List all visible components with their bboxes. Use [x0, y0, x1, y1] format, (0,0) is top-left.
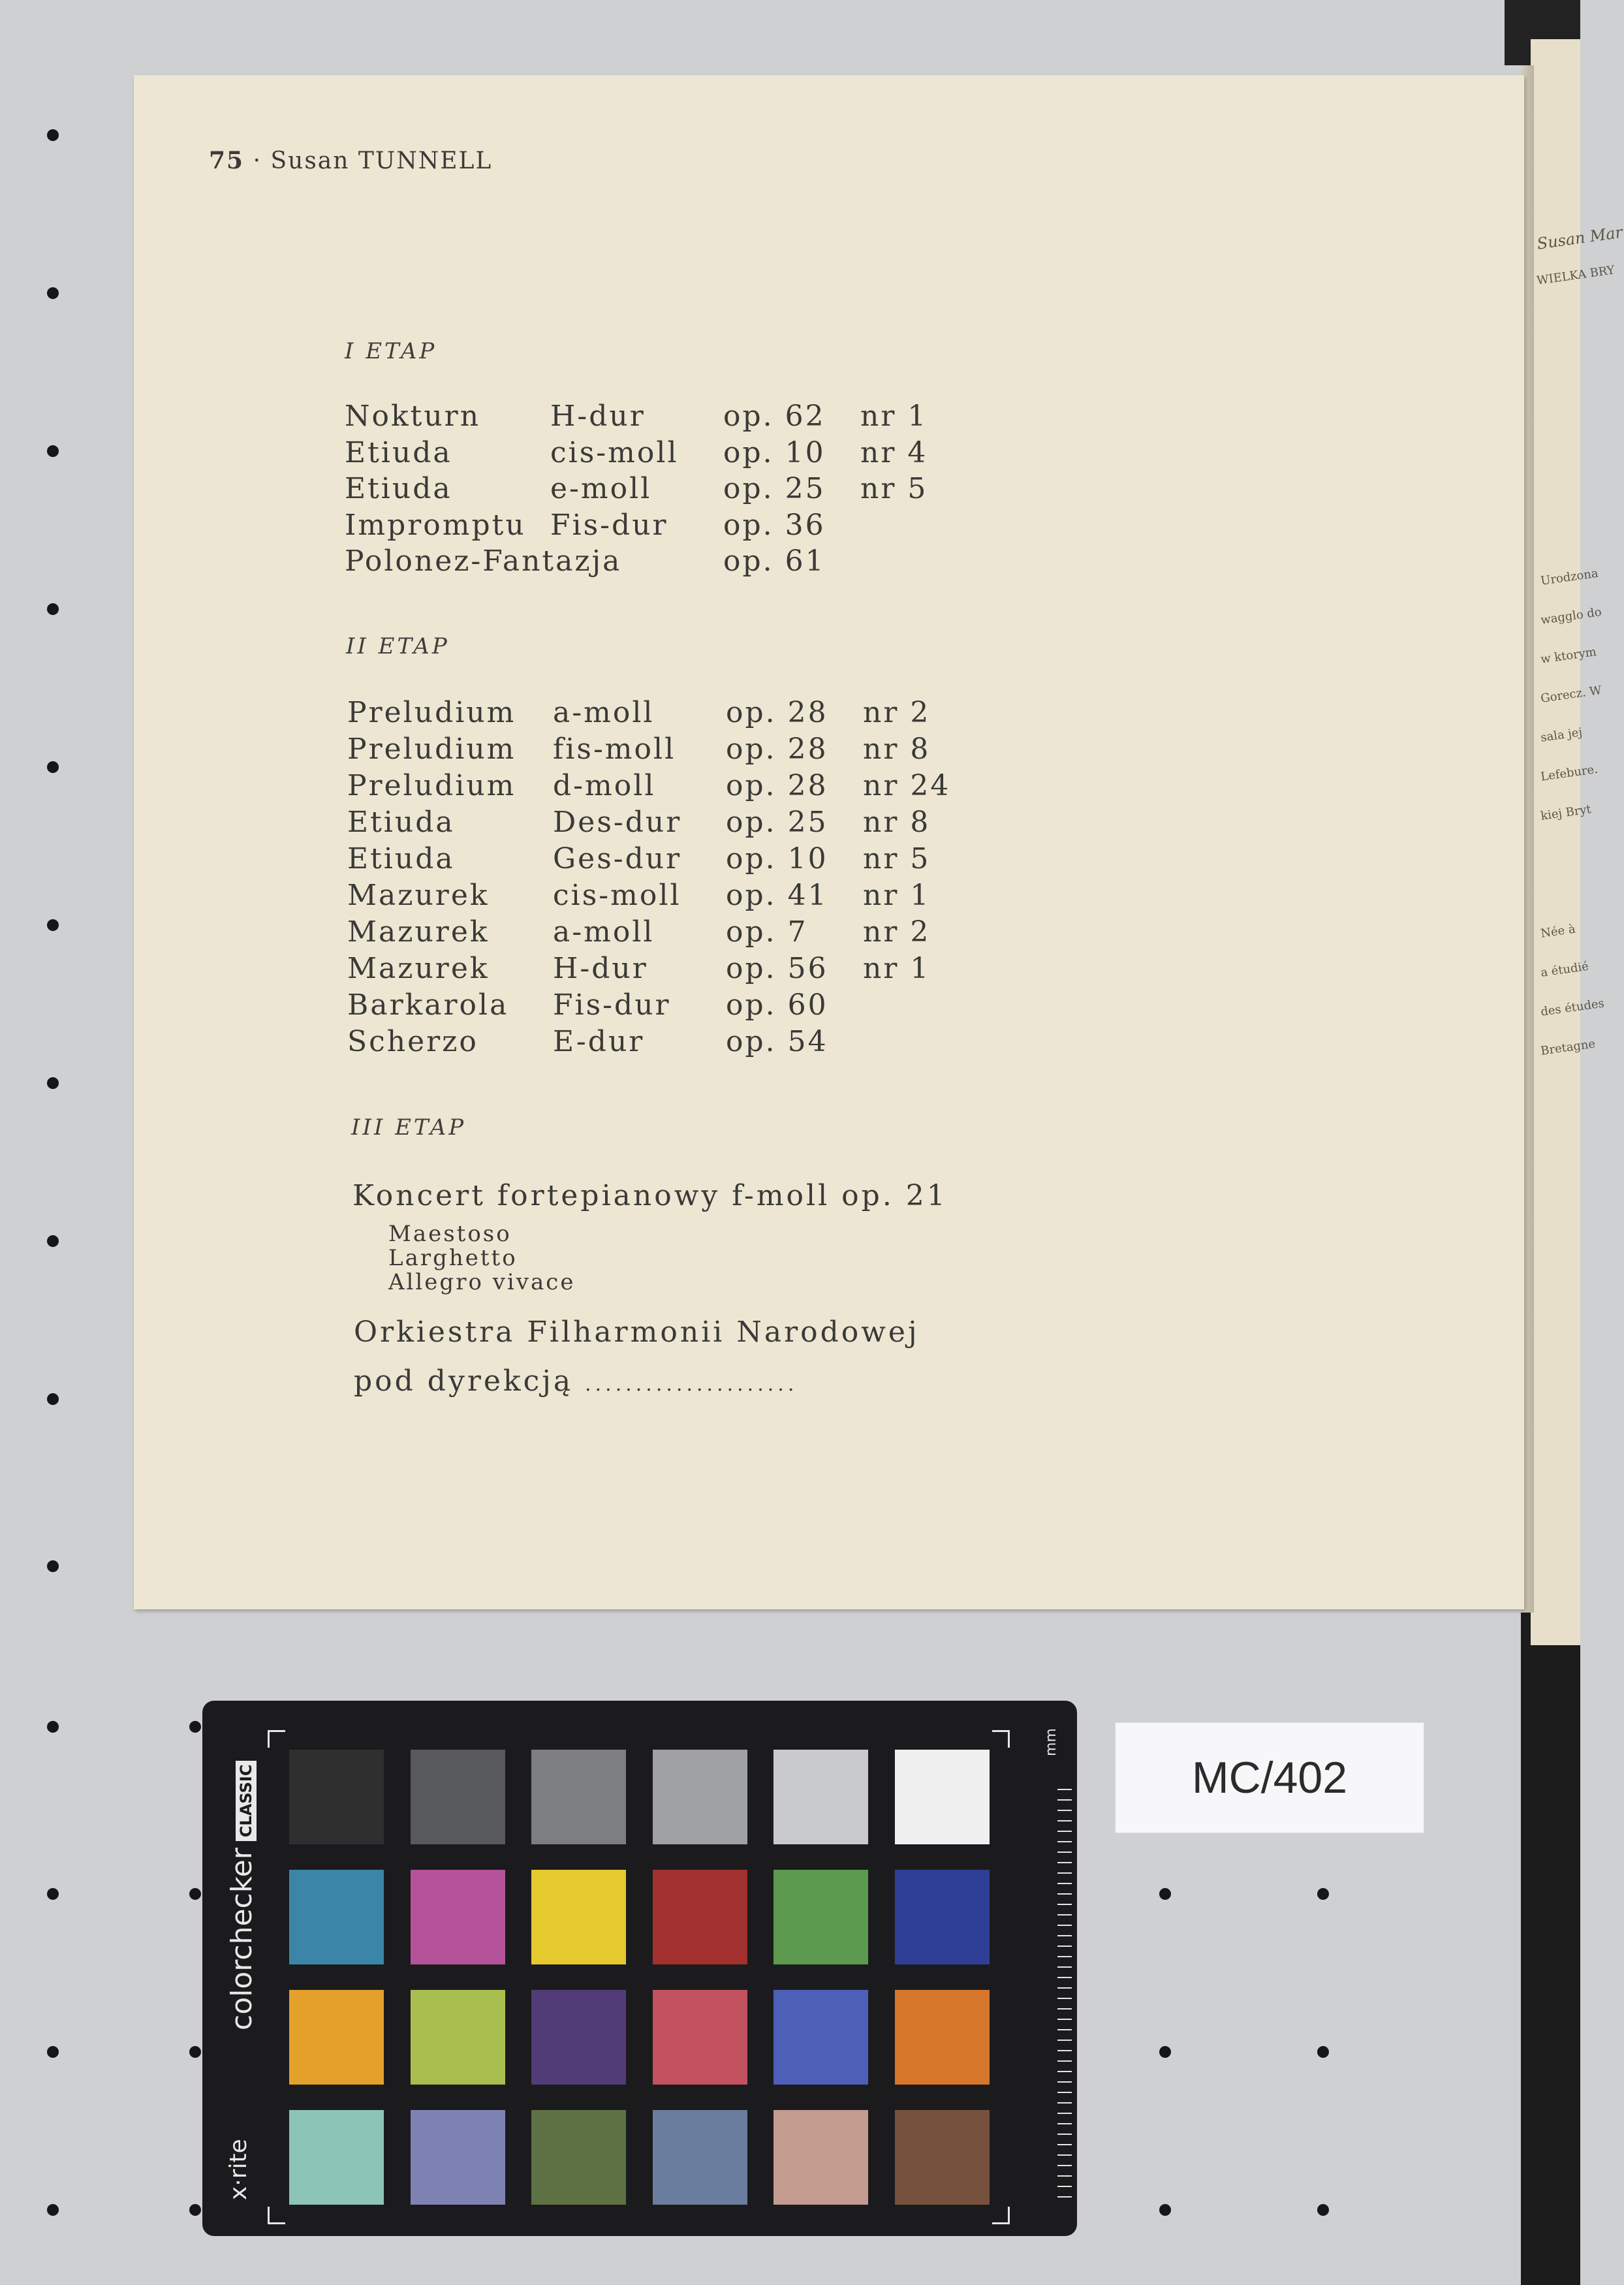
- checker-corner-mark: [992, 1730, 1010, 1748]
- piece-opus: op. 25: [723, 472, 826, 505]
- movement-1: Maestoso: [388, 1221, 512, 1247]
- binder-hole: [1159, 2204, 1171, 2216]
- color-patch: [289, 1870, 384, 1964]
- piece-opus: op. 62: [723, 400, 826, 433]
- piece-key: Ges-dur: [553, 842, 682, 875]
- color-patch: [773, 1870, 868, 1964]
- color-patch: [895, 1870, 990, 1964]
- color-patch: [531, 2110, 626, 2205]
- piece-opus: op. 56: [726, 952, 828, 985]
- stage-1-title: I ETAP: [345, 338, 437, 364]
- binder-hole: [47, 1077, 59, 1089]
- piece-form: Preludium: [347, 696, 516, 729]
- piece-number: nr 5: [860, 472, 928, 505]
- piece-number: nr 8: [863, 733, 931, 766]
- binder-hole: [47, 761, 59, 773]
- piece-opus: op. 10: [723, 435, 826, 469]
- piece-form: Etiuda: [347, 806, 455, 839]
- color-patch: [773, 1750, 868, 1844]
- piece-key: E-dur: [553, 1025, 645, 1058]
- color-patch: [411, 1870, 505, 1964]
- piece-key: cis-moll: [553, 879, 681, 912]
- binder-hole: [47, 603, 59, 615]
- binder-hole: [47, 445, 59, 457]
- binder-hole: [47, 287, 59, 299]
- piece-form: Barkarola: [347, 988, 509, 1022]
- piece-number: nr 1: [863, 952, 931, 985]
- color-patch: [895, 1990, 990, 2085]
- binder-hole: [1317, 2204, 1329, 2216]
- color-patch: [531, 1990, 626, 2085]
- binder-hole: [189, 2204, 201, 2216]
- piece-key: Fis-dur: [553, 988, 671, 1022]
- piece-number: nr 2: [863, 696, 931, 729]
- piece-key: d-moll: [553, 769, 656, 802]
- concerto-title: Koncert fortepianowy f-moll op. 21: [352, 1179, 948, 1212]
- piece-number: nr 4: [860, 435, 928, 469]
- color-patch: [653, 1990, 747, 2085]
- binder-hole: [1159, 1888, 1171, 1900]
- piece-number: nr 1: [863, 879, 931, 912]
- conductor-label: pod dyrekcją: [354, 1364, 574, 1398]
- piece-form: Nokturn: [345, 400, 481, 433]
- piece-opus: op. 10: [726, 842, 828, 875]
- binder-hole: [1159, 2046, 1171, 2058]
- piece-opus: op. 25: [726, 806, 828, 839]
- ruler-unit-label: mm: [1043, 1728, 1059, 1756]
- piece-number: nr 8: [863, 806, 931, 839]
- color-patch: [773, 2110, 868, 2205]
- binder-hole: [189, 1721, 201, 1733]
- movement-2: Larghetto: [388, 1245, 518, 1271]
- color-patch: [895, 2110, 990, 2205]
- binder-hole: [189, 2046, 201, 2058]
- color-patch: [653, 2110, 747, 2205]
- binder-hole: [47, 2046, 59, 2058]
- piece-form: Etiuda: [345, 435, 452, 469]
- mm-ruler: [1057, 1789, 1072, 2207]
- color-patch: [531, 1750, 626, 1844]
- binder-hole: [47, 2204, 59, 2216]
- binder-hole: [47, 919, 59, 931]
- piece-form: Mazurek: [347, 879, 490, 912]
- piece-key: H-dur: [550, 400, 646, 433]
- piece-form: Polonez-Fantazja: [345, 544, 622, 578]
- movement-3: Allegro vivace: [388, 1269, 576, 1295]
- background-dark-edge: [1521, 1613, 1580, 2285]
- piece-opus: op. 61: [723, 544, 826, 578]
- header-separator: ·: [253, 148, 262, 174]
- conductor-dots: .....................: [585, 1373, 798, 1396]
- checker-corner-mark: [992, 2207, 1010, 2224]
- binder-hole: [47, 1393, 59, 1405]
- stage-3-title: III ETAP: [351, 1114, 467, 1141]
- piece-form: Mazurek: [347, 915, 490, 949]
- conductor-line: [354, 1364, 798, 1398]
- adjacent-page-edge: Susan Mar WIELKA BRY Urodzona wagglo do w ktorym Gorecz. W sala jej Lefebure. kiej Bryt Née à a étudié des études Bretagne: [1531, 39, 1580, 1645]
- program-page: [134, 75, 1524, 1609]
- color-patch: [411, 2110, 505, 2205]
- piece-form: Scherzo: [347, 1025, 478, 1058]
- checker-corner-mark: [268, 1730, 285, 1748]
- color-patch: [289, 1990, 384, 2085]
- piece-key: Des-dur: [553, 806, 682, 839]
- catalog-label: MC/402: [1115, 1722, 1424, 1833]
- color-patch: [773, 1990, 868, 2085]
- piece-key: a-moll: [553, 915, 655, 949]
- stage-2-title: II ETAP: [346, 633, 450, 659]
- piece-opus: op. 60: [726, 988, 828, 1022]
- color-patch: [653, 1750, 747, 1844]
- binder-hole: [1317, 2046, 1329, 2058]
- page-header: [209, 147, 492, 174]
- piece-form: Impromptu: [345, 508, 526, 542]
- piece-key: H-dur: [553, 952, 648, 985]
- brand-edition: CLASSIC: [236, 1761, 257, 1842]
- piece-form: Etiuda: [347, 842, 455, 875]
- binder-hole: [47, 129, 59, 141]
- piece-opus: op. 28: [726, 733, 828, 766]
- color-patch: [411, 1990, 505, 2085]
- color-checker-brand: [225, 1761, 258, 2030]
- color-patch: [531, 1870, 626, 1964]
- piece-opus: op. 28: [726, 696, 828, 729]
- brand-name: colorchecker: [225, 1848, 258, 2030]
- piece-form: Preludium: [347, 769, 516, 802]
- piece-opus: op. 7: [726, 915, 808, 949]
- piece-number: nr 24: [863, 769, 951, 802]
- piece-number: nr 5: [863, 842, 931, 875]
- piece-key: Fis-dur: [550, 508, 668, 542]
- binder-hole: [47, 1721, 59, 1733]
- color-patch: [895, 1750, 990, 1844]
- piece-form: Etiuda: [345, 472, 452, 505]
- orchestra-line: Orkiestra Filharmonii Narodowej: [354, 1316, 920, 1349]
- author-name: Susan TUNNELL: [270, 148, 493, 174]
- piece-opus: op. 41: [726, 879, 828, 912]
- binder-hole: [47, 1888, 59, 1900]
- piece-key: a-moll: [553, 696, 655, 729]
- binder-hole: [47, 1560, 59, 1572]
- piece-key: fis-moll: [553, 733, 676, 766]
- page-number: 75: [209, 147, 245, 174]
- color-patch: [411, 1750, 505, 1844]
- piece-number: nr 1: [860, 400, 928, 433]
- piece-form: Mazurek: [347, 952, 490, 985]
- xrite-logo: x·rite: [225, 2139, 252, 2200]
- checker-corner-mark: [268, 2207, 285, 2224]
- piece-number: nr 2: [863, 915, 931, 949]
- piece-opus: op. 54: [726, 1025, 828, 1058]
- piece-form: Preludium: [347, 733, 516, 766]
- piece-key: e-moll: [550, 472, 652, 505]
- binder-hole: [1317, 1888, 1329, 1900]
- piece-key: cis-moll: [550, 435, 679, 469]
- color-patch: [289, 1750, 384, 1844]
- piece-opus: op. 36: [723, 508, 826, 542]
- binder-hole: [47, 1235, 59, 1247]
- color-patch: [653, 1870, 747, 1964]
- piece-opus: op. 28: [726, 769, 828, 802]
- binder-hole: [189, 1888, 201, 1900]
- color-patch: [289, 2110, 384, 2205]
